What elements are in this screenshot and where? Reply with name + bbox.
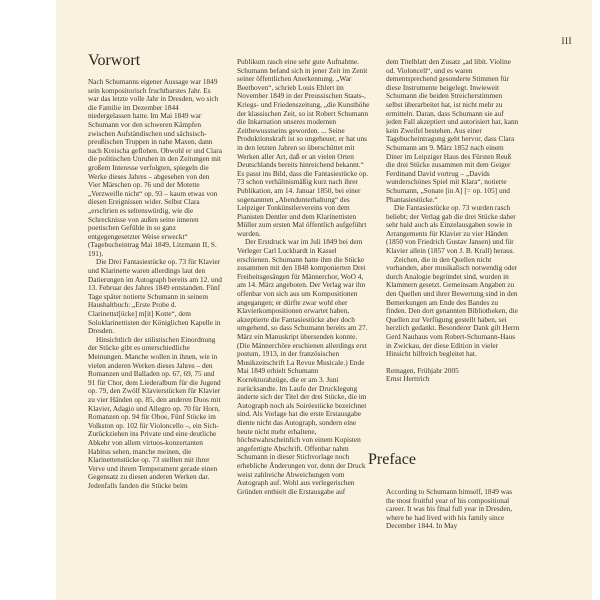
signature-place: Remagen, Frühjahr 2005 <box>386 365 459 375</box>
vorwort-paragraph: Nach Schumanns eigener Aussage war 1849 sein kompositorisch fruchtbarstes Jahr. Es war das letzte volle Jahr in Dresden, wo sich die Familie im Dezember 1844 niedergelassen hatte. Im Mai 1849 war Schumann vor den schweren Kämpfen zwischen Aufständischen und sächsisch-preußischen Truppen in nahe Maxen, dann nach Kreischa geflohen. Obwohl er und Clara die politischen Unruhen in den Zeitungen mit großem Interesse verfolgten, spiegeln die Werke dieses Jahres – abgesehen von den Vier Märschen op. 76 und der Motette „Verzweifle nicht“ op. 93 – kaum etwas von diesen Ereignissen wider. Selbst Clara „erschrien es seltenswürdig, wie die Schrecknisse von außen seine inneren poetischen Gefühle in so ganz entgegengesetzter Weise erweckt“ (Tagebucheintrag Mai 1849, Litzmann II, S. 191). <box>88 77 222 258</box>
preface-heading: Preface <box>368 451 416 468</box>
preface-column <box>386 488 520 531</box>
preface-paragraph: According to Schumann himself, 1849 was the most fruitful year of his compositional career. It was his final full year in Dresden, where he had lived with his family since December 1844. In May <box>386 487 513 531</box>
vorwort-paragraph: dem Titelblatt den Zusatz „ad libit. Violine od. Violoncell“, und es waren dementsprechend gesonderte Stimmen für diese Instrumente beigelegt. Inwieweit Schumann die beiden Streicherstimmen selbst überarbeitet hat, ist nicht mehr zu ermitteln. Daran, dass Schumann sie auf jeden Fall akzeptiert und autorisiert hat, kann kein Zweifel bestehen. Aus einer Tagebucheintragung geht hervor, dass Clara Schumann am 9. März 1852 nach einem Diner im Leipziger Haus des Fürsten Reuß die drei Stücke zusammen mit dem Geiger Ferdinand David vortrug – „Davids wunderschönes Spiel mit Klara“, notierte Schumann, „Sonate [in A] [= op. 105] und Phantasiestücke.“ <box>386 57 519 204</box>
vorwort-column-1 <box>88 78 222 491</box>
vorwort-heading: Vorwort <box>88 52 141 69</box>
vorwort-paragraph: Die Fantasiestücke op. 73 wurden rasch beliebt; der Verlag gab die drei Stücke daher sehr bald auch als Einzelausgaben sowie in Arrangements für Klavier zu vier Händen (1850 von Friedrich Gustav Jansen) und für Klavier allein (1857 von J. B. Krall) heraus. <box>386 203 516 256</box>
vorwort-paragraph: Der Erstdruck war im Juli 1849 bei dem Verleger Carl Luckhardt in Kassel erschienen. Schumann hatte ihm die Stücke zusammen mit den 1848 komponierten Drei Freiheitsgesängen für Männerchor, WoO 4, am 14. März angeboten. Der Verlag war ihn offenbar von sich aus um Kompositionen angegangen; er dürfte zwar wohl eher Klavierkompositionen erwartet haben, akzeptierte die Fantasiestücke aber doch umgehend, so dass Schumann bereits am 27. März ein Manuskript übersenden konnte. (Die Männerchöre erschienen allerdings erst postum, 1913, in der französischen Musikzeitschrift La Revue Musicale.) Ende Mai 1849 erhielt Schumann Korrekturabzüge, die er am 3. Juni zurücksandte. Im Laufe der Drucklegung änderte sich der Titel der drei Stücke, die im Autograph noch als Soiréestücke bezeichnet sind. Als Vorlage hat die erste Erstausgabe diente nicht das Autograph, sondern eine heute nicht mehr erhaltene, höchstwahrscheinlich von einem Kopisten angefertigte Abschrift. Offenbar nahm Schumann in dieser Stichvorlage noch erhebliche Änderungen vor, denn der Druck weist zahlreiche Abweichungen vom Autograph auf. Wohl aus verlegerischen Gründen enthielt die Erstausgabe auf <box>237 237 368 496</box>
vorwort-paragraph: Publikum rasch eine sehr gute Aufnahme. Schumann befand sich in jener Zeit im Zenit seiner öffentlichen Anerkennung. „War Beethoven“, schrieb Louis Ehlert im November 1849 in der Preussischen Staats-, Kriegs- und Friedenszeitung, „die Kunsthöhe der klassischen Zeit, so ist Robert Schumann die Inkarnation unseres modernen Zeitbewusstseins geworden. ... Seine Produktionskraft ist so ungeheuer, er hat uns in den letzten Jahren so überschüttet mit Werken aller Art, daß er an vielen Orten Deutschlands bereits hinreichend bekannt.“ Es passt ins Bild, dass die Fantasiestücke op. 73 schon verhältnismäßig kurz nach ihrer Publikation, am 14. Januar 1850, bei einer sogenannten „Abendunterhaltung“ des Leipziger Tonkünstlervereins von dem Pianisten Dentler und dem Klarinettisten Müller zum ersten Mal öffentlich aufgeführt wurden. <box>237 57 370 238</box>
page-number: III <box>561 36 572 46</box>
vorwort-column-3 <box>386 58 520 384</box>
score-preface-page <box>56 0 592 600</box>
signature-name: Ernst Herttrich <box>386 374 430 384</box>
vorwort-paragraph: Zeichen, die in den Quellen nicht vorhanden, aber musikalisch notwendig oder durch Analogie begründet sind, wurden in Klammern gesetzt. Gemeinsam Angaben zu den Quellen und ihrer Bewertung sind in den Bemerkungen am Ende des Bandes zu finden. Den dort genannten Bibliotheken, die Quellen zur Verfügung gestellt haben, sei herzlich gedankt. Besonderer Dank gilt Herrn Gerd Nauhaus vom Robert-Schumann-Haus in Zwickau, der diese Edition in vieler Hinsicht hilfreich begleitet hat. <box>386 254 520 359</box>
vorwort-paragraph: Die Drei Fantasiestücke op. 73 für Klavier und Klarinette waren allerdings laut den Datierungen im Autograph bereits am 12. und 13. Februar des Jahres 1849 entstanden. Fünf Tage später notierte Schumann in seinem Haushaltbuch: „Erste Probe d. Clarinettst[ücke] m[it] Kotte“, dem Soloklarinettisten der Königlichen Kapelle in Dresden. <box>88 257 222 336</box>
vorwort-column-2 <box>237 58 371 496</box>
vorwort-paragraph: Hinsichtlich der stilistischen Einordnung der Stücke gibt es unterschiedliche Meinungen. Manche wollen in ihnen, wie in vielen anderen Werken dieses Jahres – den Romanzen und Balladen op. 67, 69, 75 und 91 für Chor, dem Liederalbum für die Jugend op. 79, den Zwölf Klavierstücken für Klavier zu vier Händen op. 85, den anderen Duos mit Klavier, Adagio und Allegro op. 70 für Horn, Romanzen op. 94 für Oboe, Fünf Stücke im Volkston op. 102 für Violoncello –, ein Sich-Zurückziehen ins Private und eine deutliche Abkehr von allem virtuos-konzertanten Habitus sehen, manche meinen, die Klarinettenstücke op. 73 stellten mit ihrer Verve und ihrem Temperament gerade einen Gegensatz zu diesen anderen Werken dar. Jedenfalls fanden die Stücke beim <box>88 334 221 490</box>
